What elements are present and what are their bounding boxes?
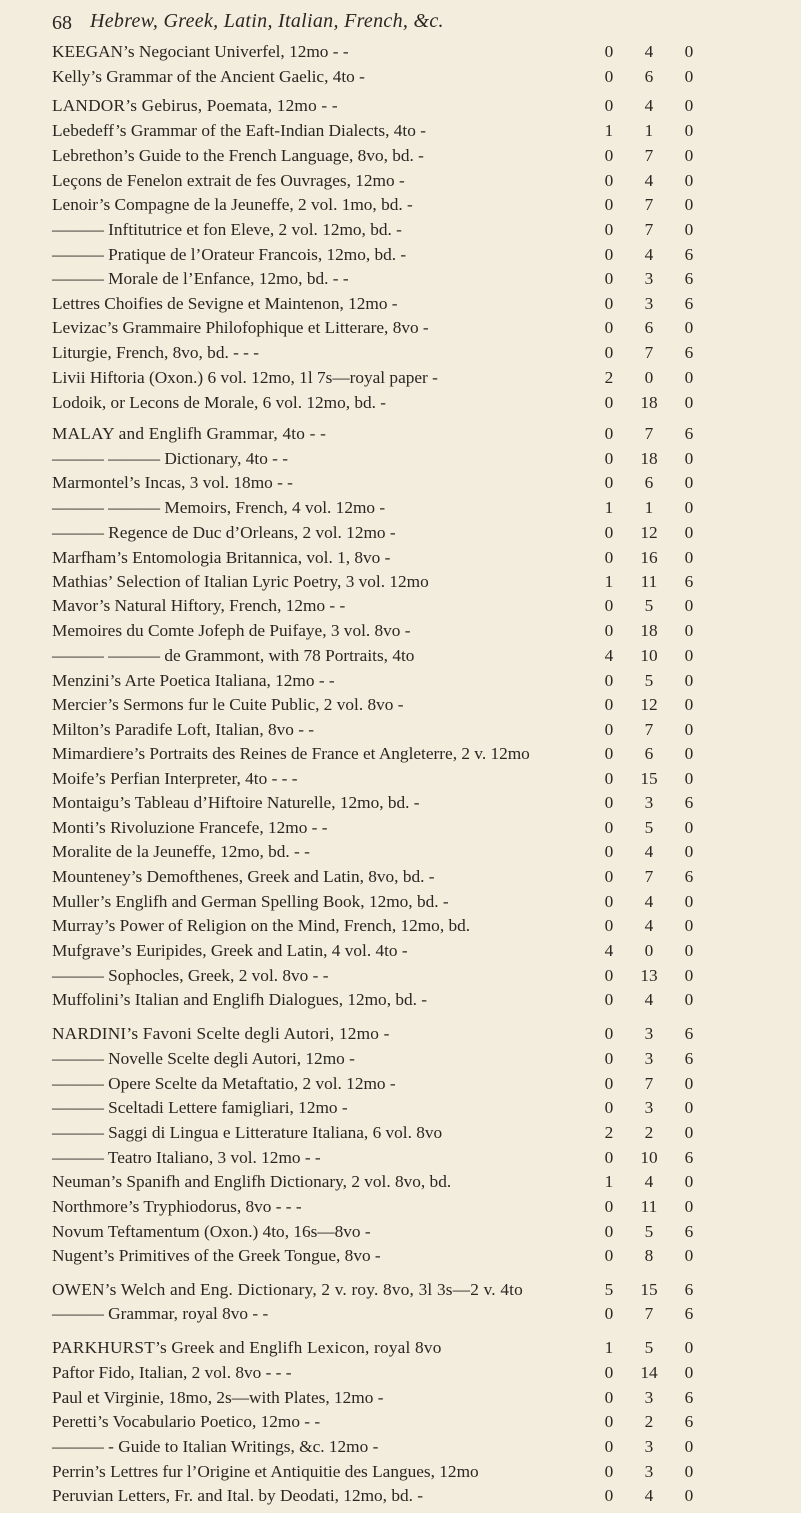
catalogue-entry	[52, 988, 762, 1012]
price-pounds: 0	[604, 523, 614, 542]
price-pounds: 0	[604, 67, 614, 86]
price-pounds: 0	[604, 343, 614, 362]
price-pence: 6	[684, 793, 694, 812]
catalogue-entry	[52, 1121, 762, 1145]
price-pence: 6	[684, 1222, 694, 1241]
entry-title: Muffolini’s Italian and Englifh Dialogues, 12mo, bd. -	[52, 990, 428, 1009]
catalogue-entry	[52, 669, 762, 693]
catalogue-entry	[52, 1410, 762, 1434]
price-pence: 6	[684, 867, 694, 886]
price-shillings: 4	[644, 892, 654, 911]
entry-title: OWEN’s Welch and Eng. Dictionary, 2 v. roy. 8vo, 3l 3s—2 v. 4to	[52, 1280, 524, 1299]
price-pence: 0	[684, 1197, 694, 1216]
entry-title: Northmore’s Tryphiodorus, 8vo - - -	[52, 1197, 302, 1216]
price-shillings: 11	[640, 572, 658, 591]
catalogue-entry	[52, 840, 762, 864]
price-pence: 6	[684, 269, 694, 288]
entry-title: NARDINI’s Favoni Scelte degli Autori, 12mo -	[52, 1024, 390, 1043]
entry-title: Levizac’s Grammaire Philofophique et Litterare, 8vo -	[52, 318, 429, 337]
price-pounds: 0	[604, 318, 614, 337]
price-pence: 0	[684, 318, 694, 337]
price-pence: 0	[684, 1486, 694, 1505]
price-pence: 6	[684, 343, 694, 362]
price-shillings: 0	[644, 941, 654, 960]
price-pounds: 0	[604, 96, 614, 115]
entry-title: Lebedeff’s Grammar of the Eaft-Indian Dialects, 4to -	[52, 121, 426, 140]
price-pence: 6	[684, 1148, 694, 1167]
price-pounds: 0	[604, 1363, 614, 1382]
price-shillings: 7	[644, 720, 654, 739]
price-pounds: 0	[604, 548, 614, 567]
price-shillings: 15	[640, 1280, 658, 1299]
price-shillings: 6	[644, 473, 654, 492]
price-shillings: 7	[644, 424, 654, 443]
price-pence: 0	[684, 695, 694, 714]
price-pounds: 0	[604, 1462, 614, 1481]
price-shillings: 4	[644, 96, 654, 115]
price-pounds: 0	[604, 916, 614, 935]
entry-title: MALAY and Englifh Grammar, 4to - -	[52, 424, 327, 443]
price-shillings: 7	[644, 1074, 654, 1093]
price-shillings: 18	[640, 449, 658, 468]
entry-title: ——— ——— Memoirs, French, 4 vol. 12mo -	[52, 498, 386, 517]
price-shillings: 7	[644, 867, 654, 886]
price-shillings: 7	[644, 146, 654, 165]
price-shillings: 7	[644, 195, 654, 214]
price-shillings: 7	[644, 1304, 654, 1323]
price-pence: 0	[684, 720, 694, 739]
catalogue-entry	[52, 65, 762, 89]
catalogue-entry	[52, 1047, 762, 1071]
price-pounds: 1	[604, 121, 614, 140]
catalogue-entry	[52, 619, 762, 643]
entry-title: Moife’s Perfian Interpreter, 4to - - -	[52, 769, 298, 788]
catalogue-entry	[52, 1484, 762, 1508]
price-shillings: 3	[644, 294, 654, 313]
price-pence: 6	[684, 1304, 694, 1323]
entry-title: Livii Hiftoria (Oxon.) 6 vol. 12mo, 1l 7s—royal paper -	[52, 368, 438, 387]
price-pence: 0	[684, 449, 694, 468]
catalogue-entry	[52, 718, 762, 742]
catalogue-entry	[52, 939, 762, 963]
price-shillings: 1	[644, 121, 654, 140]
price-shillings: 7	[644, 343, 654, 362]
price-pounds: 1	[604, 1172, 614, 1191]
entry-title: Moralite de la Jeuneffe, 12mo, bd. - -	[52, 842, 310, 861]
price-pence: 6	[684, 245, 694, 264]
price-pounds: 0	[604, 1388, 614, 1407]
price-pounds: 4	[604, 646, 614, 665]
price-shillings: 6	[644, 744, 654, 763]
price-pounds: 0	[604, 195, 614, 214]
entry-title: ——— Sophocles, Greek, 2 vol. 8vo - -	[52, 966, 329, 985]
price-pounds: 0	[604, 1197, 614, 1216]
price-pounds: 0	[604, 1049, 614, 1068]
entry-title: Mavor’s Natural Hiftory, French, 12mo - -	[52, 596, 346, 615]
price-pence: 0	[684, 916, 694, 935]
entry-title: ——— ——— de Grammont, with 78 Portraits, 4to	[52, 646, 415, 665]
price-shillings: 15	[640, 769, 658, 788]
price-shillings: 5	[644, 1338, 654, 1357]
price-shillings: 5	[644, 596, 654, 615]
price-pounds: 0	[604, 449, 614, 468]
price-pounds: 2	[604, 368, 614, 387]
price-shillings: 10	[640, 646, 658, 665]
catalogue-entry	[52, 1220, 762, 1244]
entry-title: Marmontel’s Incas, 3 vol. 18mo - -	[52, 473, 293, 492]
entry-title: ——— Regence de Duc d’Orleans, 2 vol. 12mo -	[52, 523, 396, 542]
catalogue-entry	[52, 644, 762, 668]
catalogue-entry	[52, 1195, 762, 1219]
price-shillings: 3	[644, 1388, 654, 1407]
catalogue-entry	[52, 890, 762, 914]
entry-title: Perrin’s Lettres fur l’Origine et Antiquitie des Langues, 12mo	[52, 1462, 479, 1481]
price-shillings: 12	[640, 523, 658, 542]
price-shillings: 16	[640, 548, 658, 567]
price-shillings: 4	[644, 1486, 654, 1505]
entry-title: Paul et Virginie, 18mo, 2s—with Plates, 12mo -	[52, 1388, 384, 1407]
entry-title: Montaigu’s Tableau d’Hiftoire Naturelle, 12mo, bd. -	[52, 793, 420, 812]
price-pence: 0	[684, 42, 694, 61]
price-pence: 0	[684, 818, 694, 837]
entry-title: Kelly’s Grammar of the Ancient Gaelic, 4to -	[52, 67, 365, 86]
price-shillings: 13	[640, 966, 658, 985]
price-pounds: 0	[604, 1074, 614, 1093]
entry-title: Lettres Choifies de Sevigne et Maintenon, 12mo -	[52, 294, 398, 313]
price-shillings: 4	[644, 990, 654, 1009]
price-pounds: 0	[604, 1024, 614, 1043]
price-pounds: 0	[604, 769, 614, 788]
catalogue-entry	[52, 791, 762, 815]
price-pence: 6	[684, 1388, 694, 1407]
catalogue-entry	[52, 816, 762, 840]
price-pence: 0	[684, 548, 694, 567]
price-pounds: 0	[604, 621, 614, 640]
entry-title: Menzini’s Arte Poetica Italiana, 12mo - -	[52, 671, 335, 690]
price-pence: 0	[684, 96, 694, 115]
price-pounds: 0	[604, 473, 614, 492]
price-shillings: 4	[644, 245, 654, 264]
price-pounds: 0	[604, 294, 614, 313]
catalogue-entry	[52, 865, 762, 889]
catalogue-entry	[52, 40, 762, 64]
entry-title: LANDOR’s Gebirus, Poemata, 12mo - -	[52, 96, 338, 115]
price-pence: 0	[684, 769, 694, 788]
price-pounds: 1	[604, 1338, 614, 1357]
price-shillings: 5	[644, 1222, 654, 1241]
entry-title: ——— Grammar, royal 8vo - -	[52, 1304, 269, 1323]
price-pounds: 0	[604, 695, 614, 714]
price-shillings: 1	[644, 498, 654, 517]
entry-title: Lodoik, or Lecons de Morale, 6 vol. 12mo, bd. -	[52, 393, 387, 412]
price-pence: 0	[684, 892, 694, 911]
catalogue-entry	[52, 1302, 762, 1326]
price-pence: 0	[684, 67, 694, 86]
price-shillings: 0	[644, 368, 654, 387]
catalogue-entry	[52, 1361, 762, 1385]
price-pence: 0	[684, 498, 694, 517]
catalogue-entry	[52, 1146, 762, 1170]
catalogue-entry	[52, 1170, 762, 1194]
entry-title: Liturgie, French, 8vo, bd. - - -	[52, 343, 260, 362]
price-pounds: 0	[604, 1304, 614, 1323]
price-pence: 0	[684, 646, 694, 665]
entry-title: Marfham’s Entomologia Britannica, vol. 1, 8vo -	[52, 548, 391, 567]
price-pence: 6	[684, 294, 694, 313]
price-shillings: 3	[644, 793, 654, 812]
entry-title: Mercier’s Sermons fur le Cuite Public, 2 vol. 8vo -	[52, 695, 404, 714]
price-pounds: 0	[604, 793, 614, 812]
price-pence: 0	[684, 941, 694, 960]
page-number: 68	[52, 12, 72, 34]
price-pence: 0	[684, 966, 694, 985]
catalogue-entry	[52, 964, 762, 988]
catalogue-entry	[52, 693, 762, 717]
price-pounds: 0	[604, 671, 614, 690]
price-shillings: 3	[644, 1049, 654, 1068]
price-shillings: 3	[644, 1098, 654, 1117]
price-pounds: 0	[604, 269, 614, 288]
price-pounds: 0	[604, 1437, 614, 1456]
entry-title: ——— ——— Dictionary, 4to - -	[52, 449, 288, 468]
catalogue-entry	[52, 243, 762, 267]
catalogue-entry	[52, 1278, 762, 1302]
catalogue-entry	[52, 1244, 762, 1268]
price-pounds: 1	[604, 498, 614, 517]
price-pounds: 0	[604, 867, 614, 886]
price-shillings: 8	[644, 1246, 654, 1265]
price-pounds: 2	[604, 1123, 614, 1142]
price-shillings: 12	[640, 695, 658, 714]
catalogue-entry	[52, 1336, 762, 1360]
price-pence: 6	[684, 1412, 694, 1431]
price-shillings: 4	[644, 842, 654, 861]
price-shillings: 4	[644, 1172, 654, 1191]
catalogue-entry	[52, 521, 762, 545]
price-pence: 0	[684, 1172, 694, 1191]
entry-title: Lenoir’s Compagne de la Jeuneffe, 2 vol. 1mo, bd. -	[52, 195, 413, 214]
catalogue-entry	[52, 471, 762, 495]
catalogue-entry	[52, 391, 762, 415]
price-shillings: 6	[644, 318, 654, 337]
price-pence: 0	[684, 1074, 694, 1093]
price-pence: 0	[684, 1246, 694, 1265]
price-shillings: 3	[644, 1437, 654, 1456]
catalogue-entry	[52, 316, 762, 340]
catalogue-entry	[52, 422, 762, 446]
price-pounds: 0	[604, 990, 614, 1009]
price-pence: 6	[684, 424, 694, 443]
price-pounds: 4	[604, 941, 614, 960]
price-pence: 6	[684, 1280, 694, 1299]
entry-title: Peruvian Letters, Fr. and Ital. by Deodati, 12mo, bd. -	[52, 1486, 423, 1505]
catalogue-entry	[52, 119, 762, 143]
price-shillings: 14	[640, 1363, 658, 1382]
catalogue-entry	[52, 1096, 762, 1120]
price-pounds: 0	[604, 596, 614, 615]
catalogue-entry	[52, 169, 762, 193]
price-pence: 0	[684, 195, 694, 214]
price-shillings: 4	[644, 42, 654, 61]
price-pence: 6	[684, 1024, 694, 1043]
price-pence: 0	[684, 744, 694, 763]
catalogue-entry	[52, 144, 762, 168]
price-pence: 0	[684, 146, 694, 165]
entry-title: Paftor Fido, Italian, 2 vol. 8vo - - -	[52, 1363, 292, 1382]
price-pence: 6	[684, 1049, 694, 1068]
catalogue-entry	[52, 1435, 762, 1459]
price-pounds: 0	[604, 245, 614, 264]
price-shillings: 3	[644, 1024, 654, 1043]
entry-title: KEEGAN’s Negociant Univerfel, 12mo - -	[52, 42, 349, 61]
price-pounds: 0	[604, 1222, 614, 1241]
price-shillings: 11	[640, 1197, 658, 1216]
entry-title: ——— Novelle Scelte degli Autori, 12mo -	[52, 1049, 355, 1068]
price-pounds: 0	[604, 1148, 614, 1167]
price-pence: 0	[684, 671, 694, 690]
entry-title: Mathias’ Selection of Italian Lyric Poetry, 3 vol. 12mo	[52, 572, 429, 591]
entry-title: ——— Saggi di Lingua e Litterature Italiana, 6 vol. 8vo	[52, 1123, 443, 1142]
price-shillings: 3	[644, 269, 654, 288]
price-pounds: 0	[604, 220, 614, 239]
price-pence: 0	[684, 990, 694, 1009]
entry-title: ——— Sceltadi Lettere famigliari, 12mo -	[52, 1098, 348, 1117]
price-shillings: 6	[644, 67, 654, 86]
price-pence: 6	[684, 572, 694, 591]
price-shillings: 18	[640, 393, 658, 412]
entry-title: Murray’s Power of Religion on the Mind, French, 12mo, bd.	[52, 916, 471, 935]
price-pence: 0	[684, 1462, 694, 1481]
catalogue-entry	[52, 496, 762, 520]
entry-title: Monti’s Rivoluzione Francefe, 12mo - -	[52, 818, 328, 837]
price-pounds: 0	[604, 146, 614, 165]
price-pounds: 0	[604, 818, 614, 837]
entry-title: Mounteney’s Demofthenes, Greek and Latin, 8vo, bd. -	[52, 867, 435, 886]
catalogue-entry	[52, 1386, 762, 1410]
catalogue-entry	[52, 218, 762, 242]
catalogue-entry	[52, 447, 762, 471]
catalogue-entry	[52, 1072, 762, 1096]
catalogue-entry	[52, 914, 762, 938]
price-pounds: 0	[604, 1486, 614, 1505]
price-shillings: 7	[644, 220, 654, 239]
price-pounds: 0	[604, 842, 614, 861]
price-pounds: 0	[604, 424, 614, 443]
price-pence: 0	[684, 842, 694, 861]
catalogue-entry	[52, 366, 762, 390]
price-pounds: 0	[604, 1412, 614, 1431]
entry-title: Nugent’s Primitives of the Greek Tongue, 8vo -	[52, 1246, 381, 1265]
entry-title: Peretti’s Vocabulario Poetico, 12mo - -	[52, 1412, 321, 1431]
price-pence: 0	[684, 596, 694, 615]
entry-title: ——— Opere Scelte da Metaftatio, 2 vol. 12mo -	[52, 1074, 396, 1093]
entry-title: Lebrethon’s Guide to the French Language, 8vo, bd. -	[52, 146, 424, 165]
price-pounds: 0	[604, 171, 614, 190]
entry-title: ——— Morale de l’Enfance, 12mo, bd. - -	[52, 269, 349, 288]
price-pounds: 1	[604, 572, 614, 591]
price-pence: 0	[684, 1338, 694, 1357]
price-pence: 0	[684, 368, 694, 387]
entry-title: Milton’s Paradife Loft, Italian, 8vo - -	[52, 720, 315, 739]
entry-title: Novum Teftamentum (Oxon.) 4to, 16s—8vo -	[52, 1222, 371, 1241]
price-pence: 0	[684, 1363, 694, 1382]
price-pounds: 0	[604, 393, 614, 412]
price-pounds: 0	[604, 744, 614, 763]
entry-title: Leçons de Fenelon extrait de fes Ouvrages, 12mo -	[52, 171, 405, 190]
entry-title: Memoires du Comte Jofeph de Puifaye, 3 vol. 8vo -	[52, 621, 411, 640]
page-header	[52, 8, 761, 38]
entry-title: ——— Inftitutrice et fon Eleve, 2 vol. 12mo, bd. -	[52, 220, 402, 239]
price-pence: 0	[684, 523, 694, 542]
entry-title: ——— Pratique de l’Orateur Francois, 12mo, bd. -	[52, 245, 407, 264]
price-pounds: 0	[604, 720, 614, 739]
catalogue-entry	[52, 570, 762, 594]
catalogue-entry	[52, 1022, 762, 1046]
catalogue-entry	[52, 193, 762, 217]
price-shillings: 2	[644, 1412, 654, 1431]
entry-title: ——— - Guide to Italian Writings, &c. 12mo -	[52, 1437, 379, 1456]
catalogue-entry	[52, 742, 762, 766]
catalogue-entry	[52, 546, 762, 570]
price-shillings: 5	[644, 818, 654, 837]
catalogue-entry	[52, 341, 762, 365]
price-pounds: 5	[604, 1280, 614, 1299]
price-pounds: 0	[604, 966, 614, 985]
price-pence: 0	[684, 473, 694, 492]
price-shillings: 3	[644, 1462, 654, 1481]
price-shillings: 10	[640, 1148, 658, 1167]
price-pence: 0	[684, 393, 694, 412]
catalogue-entry	[52, 1460, 762, 1484]
price-pence: 0	[684, 1123, 694, 1142]
price-pounds: 0	[604, 1246, 614, 1265]
price-pence: 0	[684, 1098, 694, 1117]
entry-title: Muller’s Englifh and German Spelling Book, 12mo, bd. -	[52, 892, 449, 911]
price-pounds: 0	[604, 42, 614, 61]
entry-title: PARKHURST’s Greek and Englifh Lexicon, royal 8vo	[52, 1338, 442, 1357]
catalogue-entry	[52, 292, 762, 316]
price-shillings: 5	[644, 671, 654, 690]
entry-title: ——— Teatro Italiano, 3 vol. 12mo - -	[52, 1148, 321, 1167]
catalogue-entry	[52, 267, 762, 291]
price-pence: 0	[684, 621, 694, 640]
catalogue-entry	[52, 594, 762, 618]
price-pounds: 0	[604, 1098, 614, 1117]
price-pence: 0	[684, 1437, 694, 1456]
price-pence: 0	[684, 171, 694, 190]
entry-title: Neuman’s Spanifh and Englifh Dictionary, 2 vol. 8vo, bd.	[52, 1172, 452, 1191]
price-pence: 0	[684, 220, 694, 239]
price-shillings: 4	[644, 916, 654, 935]
catalogue-entry	[52, 767, 762, 791]
catalogue-entry	[52, 94, 762, 118]
price-pence: 0	[684, 121, 694, 140]
price-shillings: 2	[644, 1123, 654, 1142]
price-shillings: 4	[644, 171, 654, 190]
price-pounds: 0	[604, 892, 614, 911]
entry-title: Mimardiere’s Portraits des Reines de France et Angleterre, 2 v. 12mo	[52, 744, 530, 763]
running-title: Hebrew, Greek, Latin, Italian, French, &c.	[90, 10, 444, 32]
price-shillings: 18	[640, 621, 658, 640]
entry-title: Mufgrave’s Euripides, Greek and Latin, 4 vol. 4to -	[52, 941, 408, 960]
